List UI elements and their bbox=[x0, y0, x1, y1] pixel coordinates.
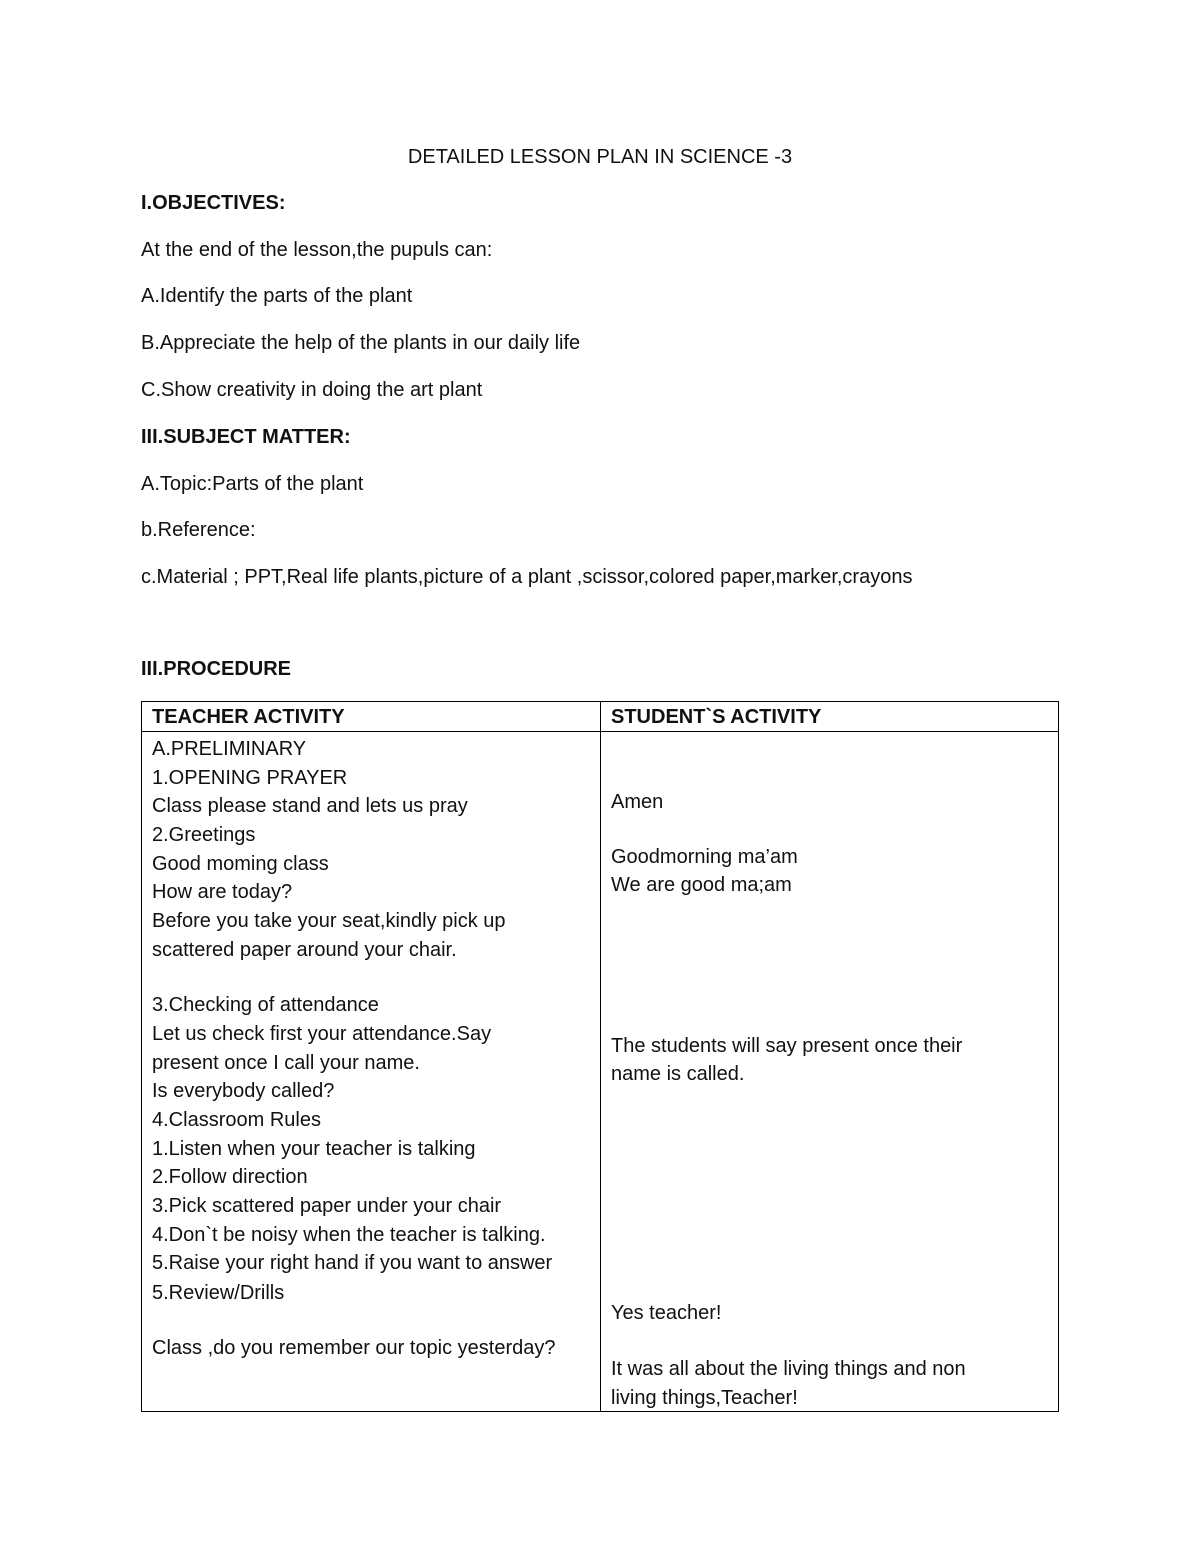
teacher-line: 2.Greetings bbox=[152, 824, 256, 846]
teacher-line: Class please stand and lets us pray bbox=[152, 795, 468, 817]
teacher-line: 1.Listen when your teacher is talking bbox=[152, 1138, 476, 1160]
table-header-divider bbox=[142, 731, 1058, 732]
procedure-table bbox=[141, 701, 1059, 1412]
document-title: DETAILED LESSON PLAN IN SCIENCE -3 bbox=[407, 146, 793, 168]
objective-item: B.Appreciate the help of the plants in our daily life bbox=[141, 332, 581, 354]
teacher-line: Is everybody called? bbox=[152, 1080, 335, 1102]
subject-topic: A.Topic:Parts of the plant bbox=[141, 473, 364, 495]
objective-item: A.Identify the parts of the plant bbox=[141, 285, 413, 307]
objective-item: C.Show creativity in doing the art plant bbox=[141, 379, 483, 401]
teacher-line: 5.Raise your right hand if you want to answer bbox=[152, 1252, 553, 1274]
teacher-line: Good moming class bbox=[152, 853, 329, 875]
student-line: We are good ma;am bbox=[611, 874, 792, 896]
subject-material: c.Material ; PPT,Real life plants,picture of a plant ,scissor,colored paper,marker,crayons bbox=[141, 566, 913, 588]
student-line: living things,Teacher! bbox=[611, 1387, 798, 1409]
teacher-line: scattered paper around your chair. bbox=[152, 939, 457, 961]
student-line: name is called. bbox=[611, 1063, 745, 1085]
teacher-line: present once I call your name. bbox=[152, 1052, 420, 1074]
table-header-student: STUDENT`S ACTIVITY bbox=[611, 706, 822, 728]
student-line: It was all about the living things and non bbox=[611, 1358, 966, 1380]
subject-matter-heading: III.SUBJECT MATTER: bbox=[141, 426, 351, 448]
teacher-line: A.PRELIMINARY bbox=[152, 738, 307, 760]
objectives-heading: I.OBJECTIVES: bbox=[141, 192, 286, 214]
teacher-line: 2.Follow direction bbox=[152, 1166, 308, 1188]
student-line: Amen bbox=[611, 791, 664, 813]
procedure-heading: III.PROCEDURE bbox=[141, 658, 292, 680]
teacher-line: 3.Checking of attendance bbox=[152, 994, 379, 1016]
objectives-intro: At the end of the lesson,the pupuls can: bbox=[141, 239, 493, 261]
student-line: Goodmorning ma’am bbox=[611, 846, 798, 868]
teacher-line: 1.OPENING PRAYER bbox=[152, 767, 348, 789]
subject-reference: b.Reference: bbox=[141, 519, 256, 541]
student-line: The students will say present once their bbox=[611, 1035, 963, 1057]
table-header-teacher: TEACHER ACTIVITY bbox=[152, 706, 345, 728]
teacher-line: 4.Don`t be noisy when the teacher is talking. bbox=[152, 1224, 546, 1246]
teacher-line: Class ,do you remember our topic yesterday? bbox=[152, 1337, 556, 1359]
teacher-line: 5.Review/Drills bbox=[152, 1282, 285, 1304]
teacher-line: 3.Pick scattered paper under your chair bbox=[152, 1195, 502, 1217]
teacher-line: Before you take your seat,kindly pick up bbox=[152, 910, 506, 932]
teacher-line: Let us check first your attendance.Say bbox=[152, 1023, 492, 1045]
student-line: Yes teacher! bbox=[611, 1302, 722, 1324]
table-column-divider bbox=[600, 702, 601, 1411]
teacher-line: 4.Classroom Rules bbox=[152, 1109, 321, 1131]
teacher-line: How are today? bbox=[152, 881, 293, 903]
